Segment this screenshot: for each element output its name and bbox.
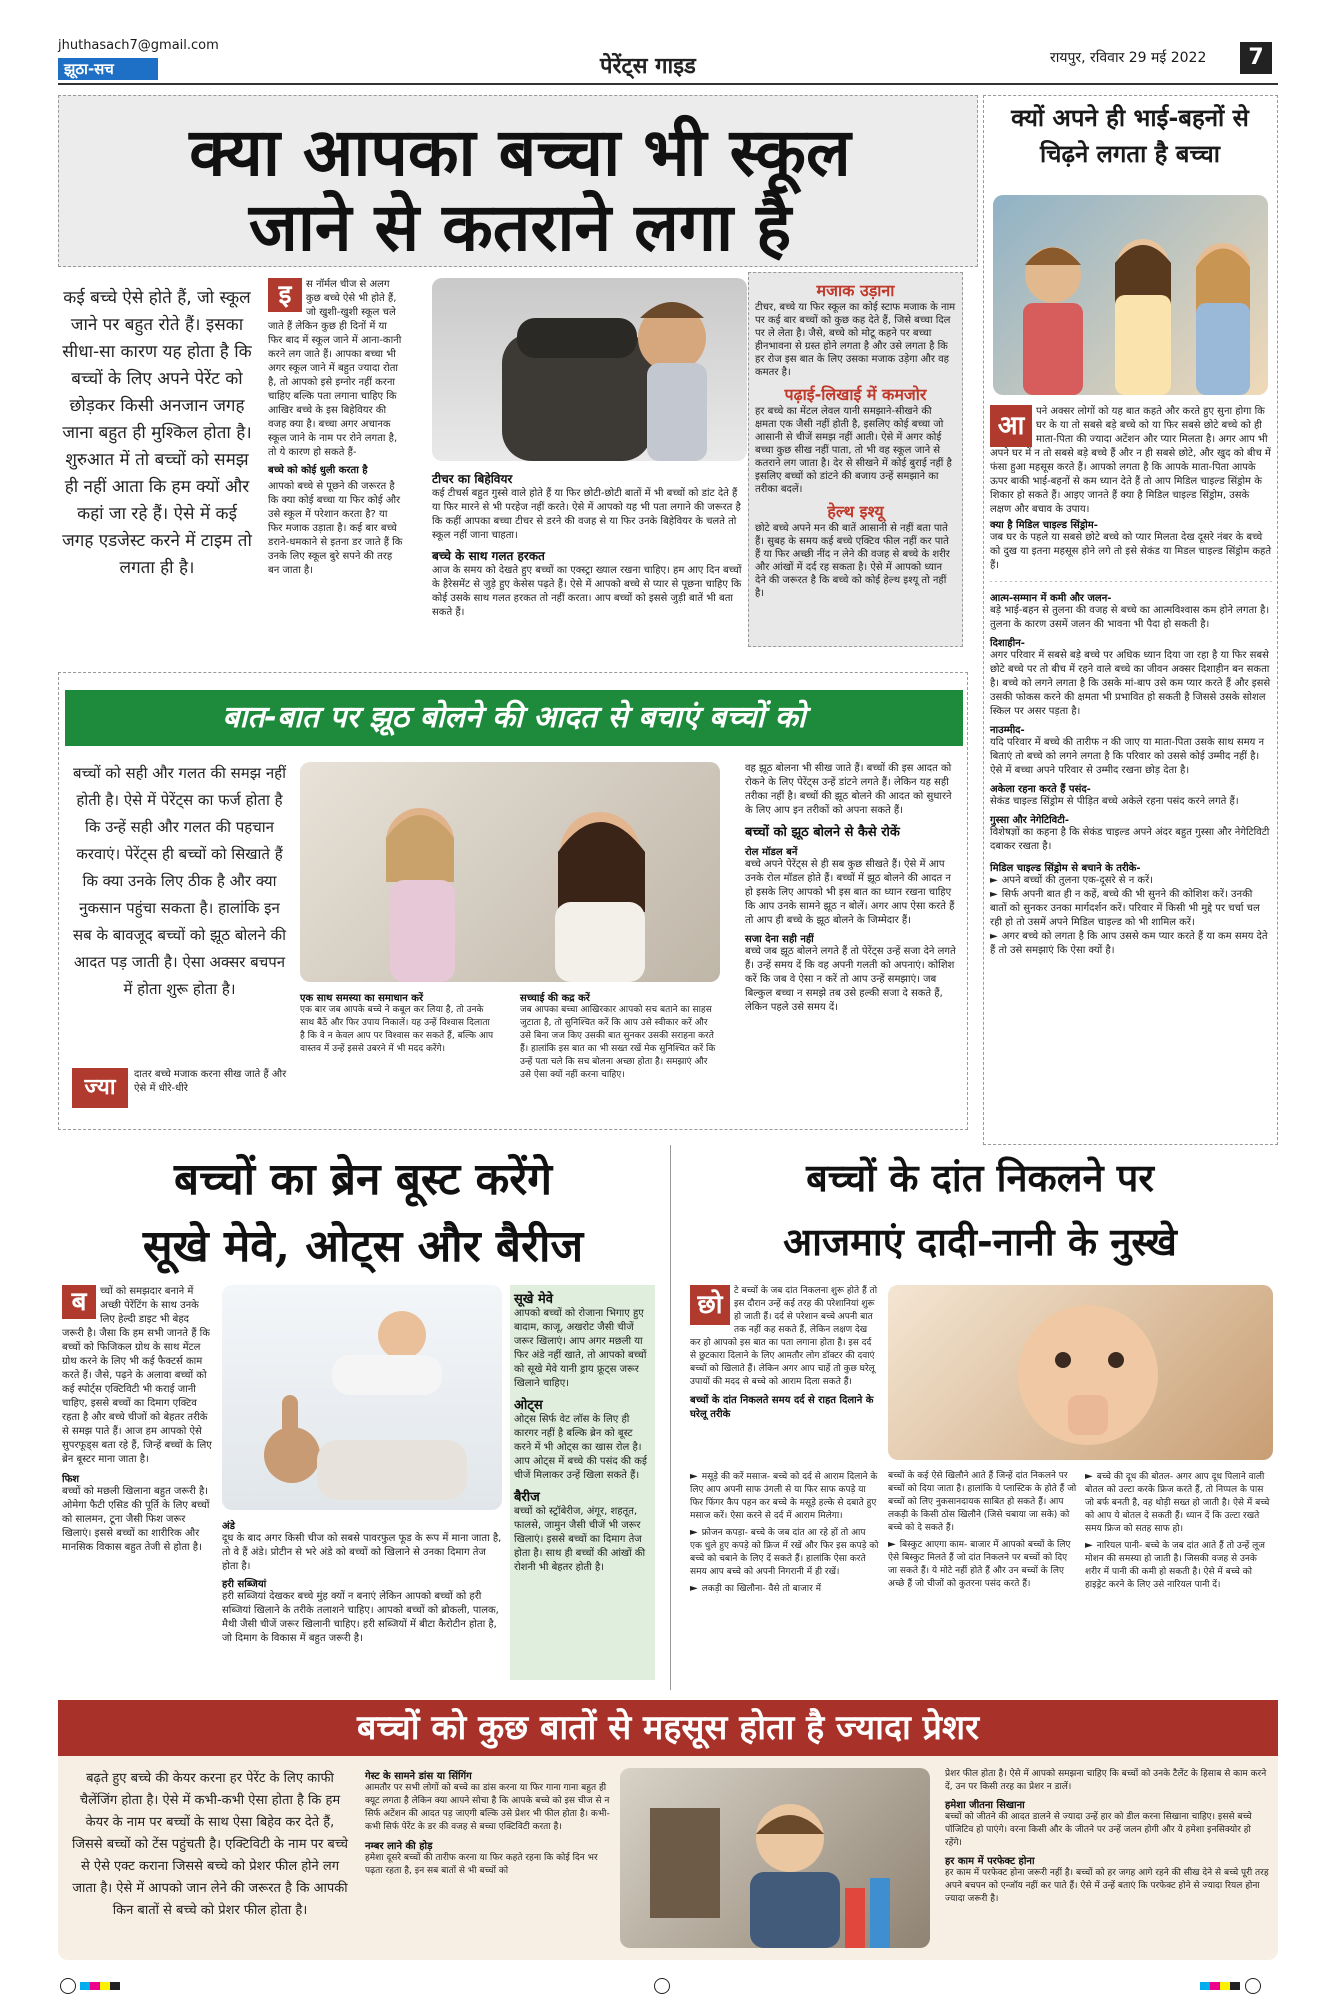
mother-child-photo — [300, 762, 720, 982]
story2-body — [990, 405, 1272, 958]
col3-heading: बच्चों को झूठ बोलने से कैसे रोकें — [745, 825, 900, 840]
story2-h6: गुस्सा और नेगेटिविटी- — [990, 815, 1069, 826]
story2-p6: सेकंड चाइल्ड सिंड्रोम से पीड़ित बच्चे अकेले रहना पसंद करने लगते हैं। — [990, 796, 1239, 807]
header-rule — [58, 83, 1278, 85]
story4-sidebar — [510, 1285, 655, 1680]
role-model-heading: रोल मॉडल बनें — [745, 847, 798, 858]
story2-dropcap: आ — [990, 405, 1032, 447]
weak-text: हर बच्चे का मेंटल लेवल यानी समझाने-सीखने की क्षमता एक जैसी नहीं होती है, इसलिए कोई बच्चा जो आसानी से चीजें समझ नहीं आती। ऐसे में अगर कोई बच्चा कुछ सीख नहीं पाता, तो भी वह स्कूल जाने से कतराने लग जाता है। देर से सीखने में कोई बुराई नहीं है इसलिए बच्चों को डांटने की बजाय उन्हें समझाने का तरीका बदलें। — [755, 406, 952, 495]
color-bar-icon — [1200, 1982, 1240, 1990]
tip-item: ► मसूड़े की करें मसाज- बच्चे को दर्द से आराम दिलाने के लिए आप अपनी साफ उंगली से या फिर साफ कपड़े या फिर फिंगर कैप पहन कर बच्चे के मसूड़े हल्के से दबाते हुए मसाज करें। ऐसा करने से दर्द में आराम मिलेगा। — [690, 1470, 880, 1523]
story5-c1 — [690, 1470, 880, 1596]
story6-h4: हर काम में परफेक्ट होना — [945, 1856, 1035, 1867]
stressed-boy-photo — [620, 1768, 930, 1948]
story2-p5: यदि परिवार में बच्चे की तारीफ न की जाए या माता-पिता उसके साथ समय न बिताएं तो बच्चे को लगने लगता है कि परिवार को उससे कोई उम्मीद नहीं है। ऐसे में बच्चा अपने परिवार से उम्मीद रखना छोड़ देता है। — [990, 737, 1265, 776]
fish-heading: फिश — [62, 1474, 80, 1485]
punish-text: बच्चे जब झूठ बोलने लगते हैं तो पेरेंट्स उन्हें सजा देने लगते हैं। उन्हें समय दें कि वह अपनी गलती को अपनाएं। कोशिश करें कि जब वे ऐसा न करें तो आप उन्हें समझाएं। जब बिल्कुल बच्चा न समझे तब उसे हल्की सजा दे सकते हैं, लेकिन पहले उसे समय दें। — [745, 946, 956, 1013]
dryfruit-heading: सूखे मेवे — [514, 1292, 553, 1307]
story1-sidebar-box — [748, 272, 963, 647]
wrong-text: आज के समय को देखते हुए बच्चों का एक्स्ट्रा ख्याल रखना चाहिए। हम आए दिन बच्चों के हैरेसमेंट से जुड़े हुए केसेस पढ़ते हैं। ऐसे में आपको बच्चे से प्यार से पूछना चाहिए कि कोई उसके साथ गलत हरकत तो नहीं करता। आप बच्चों को इससे जुड़ी बातें भी बता सकते हैं। — [432, 565, 742, 618]
story6-h1: गेस्ट के सामने डांस या सिंगिंग — [365, 1771, 472, 1782]
story6-h3: हमेशा जीतना सिखाना — [945, 1800, 1025, 1811]
vertical-divider — [670, 1145, 671, 1690]
brand-logo: झूठा-सच — [58, 58, 158, 80]
story1-col2-heading: बच्चे को कोई धुली करता है — [268, 465, 368, 476]
col3-text: वह झूठ बोलना भी सीख जाते हैं। बच्चों की इस आदत को रोकने के लिए पेरेंट्स उन्हें डांटने लगते हैं। लेकिन यह सही तरीका नहीं है। बच्चों की झूठ बोलने की आदत को सुधारने के लिए आप इन तरीकों को अपना सकते हैं। — [745, 763, 952, 816]
story5-headline-2: आजमाएं दादी-नानी के नुस्खे — [783, 1220, 1177, 1264]
story2-p1: पने अक्सर लोगों को यह बात कहते और करते हुए सुना होगा कि घर के या तो सबसे बड़े बच्चे को या फिर सबसे छोटे बच्चे को ही माता-पिता की ज्यादा अटेंशन और प्यार मिलता है। अगर आप भी अपने घर में न तो सबसे बड़े बच्चे हैं और न ही सबसे छोटे, और खुद को बीच में फंसा हुआ महसूस करते हैं। आपको लगता है कि आपके माता-पिता आपके ऊपर बाकी भाई-बहनों से कम ध्यान देते हैं तो आप मिडिल चाइल्ड सिंड्रोम के शिकार हो सकते हैं। आइए जानते हैं क्या है मिडिल चाइल्ड सिंड्रोम, उसके लक्षण और बचाव के उपाय। — [990, 406, 1271, 515]
teacher-heading: टीचर का बिहेवियर — [432, 472, 513, 486]
story6-col4 — [945, 1768, 1270, 1906]
story3-box2 — [520, 990, 720, 1082]
story2-p7: विशेषज्ञों का कहना है कि सेकंड चाइल्ड अपने अंदर बहुत गुस्सा और नेगेटिविटी दबाकर रखता है। — [990, 827, 1270, 852]
story3-col3 — [745, 762, 960, 1015]
dryfruit-text: आपको बच्चों को रोजाना भिगाए हुए बादाम, काजू, अखरोट जैसी चीजें जरूर खिलाएं। आप अगर मछली या फिर अंडे नहीं खाते, तो आपको बच्चों को सूखे मेवे यानी ड्राय फ्रूट्स जरूर खिलाने चाहिए। — [514, 1308, 647, 1389]
siblings-illustration — [993, 195, 1268, 395]
mock-heading: मजाक उड़ाना — [816, 281, 895, 300]
story1-teacher — [432, 470, 747, 620]
story6-p5: हर काम में परफेक्ट होना जरूरी नहीं है। बच्चों को हर जगह आगे रहने की सीख देने से बच्चे पूरी तरह अपने बचपन को एन्जॉय नहीं कर पाते हैं। ऐसे में उन्हें बताएं कि परफेक्ट होने से ज्यादा रियल होना ज्यादा जरूरी है। — [945, 1868, 1269, 1904]
siblings-photo — [993, 195, 1268, 395]
story5-headline-1: बच्चों के दांत निकलने पर — [806, 1156, 1154, 1200]
story3-banner: बात-बात पर झूठ बोलने की आदत से बचाएं बच्चों को — [65, 690, 963, 746]
story5-h1: बच्चों के दांत निकलते समय दर्द से राहत दिलाने के घरेलू तरीके — [690, 1395, 874, 1420]
wrong-heading: बच्चे के साथ गलत हरकत — [432, 549, 545, 563]
veg-heading: हरी सब्जियां — [222, 1579, 267, 1590]
tip-item: ► बच्चे की दूध की बोतल- अगर आप दूध पिलाने वाली बोतल को उल्टा करके फ्रिज करते हैं, तो निप्पल के पास जो बर्फ बनती है, वह थोड़ी सख्त हो जाती है। ऐसे में बच्चे को आप ये बोतल दे सकती हैं। ध्यान दें कि उल्टा रखते समय फ्रिज को सतह साफ हो। — [1085, 1470, 1275, 1536]
story2-h3: दिशाहीन- — [990, 638, 1025, 649]
story4-p1: च्चों को समझदार बनाने में अच्छी पेरेंटिंग के साथ उनके लिए हेल्दी डाइट भी बेहद जरूरी है। जैसा कि हम सभी जानते हैं कि बच्चों को फिजिकल ग्रोथ के साथ मेंटल ग्रोथ करने के लिए भी कई फैक्टर्स काम करते हैं। जैसे, पढ़ने के अलावा बच्चों को कई स्पोर्ट्स एक्टिविटी भी कराई जानी चाहिए, इससे बच्चों का दिमाग एक्टिव रहता है और बच्चे चीजों को बेहतर तरीके से समझ पाते हैं। आज हम आपको ऐसे सुपरफूड्स बता रहे हैं, जिन्हें बच्चों के लिए ब्रेन बूस्टर माना जाता है। — [62, 1286, 212, 1465]
story2-h1: क्या है मिडिल चाइल्ड सिंड्रोम- — [990, 520, 1098, 531]
oats-heading: ओट्स — [514, 1398, 543, 1413]
story1-headline-1: क्या आपका बच्चा भी स्कूल — [189, 113, 851, 191]
egg-text: दूध के बाद अगर किसी चीज को सबसे पावरफुल फूड के रूप में माना जाता है, तो वे हैं अंडे। प्रोटीन से भरे अंडे को बच्चों को खिलाने से उनका दिमाग तेज होता है। — [222, 1533, 502, 1572]
story6-p1: आमतौर पर सभी लोगों को बच्चे का डांस करना या फिर गाना गाना बहुत ही क्यूट लगता है लेकिन क्या आपने सोचा है कि आपके बच्चे को इस चीज से न सिर्फ अटेंशन की आदत पड़ जाएगी बल्कि उसे प्रेशर भी फील होता है। कभी-कभी सिर्फ पेरेंट के डर की वजह से बच्चा एक्टिविटी करता है। — [365, 1783, 610, 1832]
story6-p4: बच्चों को जीतने की आदत डालने से ज्यादा उन्हें हार को डील करना सिखाना चाहिए। इससे बच्चे पॉजिटिव हो पाएंगे। वरना किसी और के जीतने पर उन्हें जलन होगी और ये हमेशा इनसिक्योर हो रहेंगे। — [945, 1812, 1252, 1848]
story5-col1 — [690, 1285, 878, 1420]
berry-text: बच्चों को स्ट्रॉबेरीज, अंगूर, शहतूत, फालसे, जामुन जैसी चीजें भी जरूर खिलाएं। इससे बच्चों का दिमाग तेज होता है। साथ ही बच्चों की आंखों की रोशनी भी बेहतर होती है। — [514, 1506, 646, 1573]
story3-dropcap: ज्या — [72, 1068, 128, 1108]
story4-headline-1: बच्चों का ब्रेन बूस्ट करेंगे — [173, 1154, 553, 1205]
story6-banner: बच्चों को कुछ बातों से महसूस होता है ज्यादा प्रेशर — [58, 1700, 1278, 1756]
fish-text: बच्चों को मछली खिलाना बहुत जरूरी है। ओमेगा फैटी एसिड की पूर्ति के लिए बच्चों को सालमन, टूना जैसी फिश जरूर खिलाएं। इससे बच्चों का शारीरिक और मानसिक विकास बहुत तेजी से होता है। — [62, 1486, 210, 1553]
registration-mark-icon — [1245, 1978, 1261, 1994]
tip-item: ► नारियल पानी- बच्चे के जब दांत आते हैं तो उन्हें लूज मोशन की समस्या हो जाती है। जिसकी वजह से उनके शरीर में पानी की कमी हो सकती है। ऐसे में बच्चे को हाइड्रेट करने के लिए उसे नारियल पानी दें। — [1085, 1539, 1275, 1592]
story2-h4: नाउम्मीद- — [990, 725, 1025, 736]
role-model-text: बच्चे अपने पेरेंट्स से ही सब कुछ सीखते हैं। ऐसे में आप उनके रोल मॉडल होते हैं। बच्चों में झूठ बोलने की आदत न हो इसके लिए आपको भी इस बात का ध्यान रखना चाहिए कि आप उनके सामने झूठ न बोलें। अगर आप ऐसा करते हैं तो आप ही बच्चे के झूठ बोलने के जिम्मेदार हैं। — [745, 859, 955, 926]
story6-col2 — [365, 1768, 610, 1878]
mother-child-illustration — [300, 762, 720, 982]
story1-intro: कई बच्चे ऐसे होते हैं, जो स्कूल जाने पर बहुत रोते हैं। इसका सीधा-सा कारण यह होता है कि बच्चों के लिए अपने पेरेंट को छोड़कर किसी अनजान जगह जाना बहुत ही मुश्किल होता है। शुरुआत में तो बच्चों को समझ ही नहीं आता कि हम क्यों और कहां जा रहे हैं। ऐसे में कई जगह एडजेस्ट करने में टाइम तो लगता ही है। — [62, 288, 252, 578]
oats-text: ओट्स सिर्फ वेट लॉस के लिए ही कारगर नहीं है बल्कि ब्रेन को बूस्ट करने में भी ओट्स का खास रोल है। आप ओट्स में बच्चे की पसंद की कई चीजें मिलाकर उन्हें खिला सकते हैं। — [514, 1414, 647, 1481]
story3-dropcap-row — [72, 1068, 287, 1108]
dropcap: इ — [268, 278, 302, 312]
tip-item: ► बिस्कुट आएगा काम- बाजार में आपको बच्चों के लिए ऐसे बिस्कुट मिलते हैं जो दांत निकलने पर बच्चों को दिए जा सकते हैं। ये मोटे नहीं होते हैं और उन बच्चों के लिए अच्छे हैं जो चीजों को कुतरना पसंद करते हैं। — [888, 1538, 1078, 1591]
color-bar-icon — [80, 1982, 120, 1990]
story1-col2-text: स नॉर्मल चीज से अलग कुछ बच्चे ऐसे भी होते हैं, जो खुशी-खुशी स्कूल चले जाते हैं लेकिन कुछ ही दिनों में या फिर बाद में स्कूल जाने में आना-कानी करने लग जाते हैं। आपका बच्चा भी अगर स्कूल जाने में बहुत ज्यादा रोता है, तो आपको इसे इग्नोर नहीं करना चाहिए बल्कि पता लगाना चाहिए कि आखिर बच्चे के इस बिहेवियर की वजह क्या है। बच्चा अगर अचानक स्कूल जाने के नाम पर रोने लगता है, तो ये कारण हो सकते हैं- — [268, 279, 402, 458]
veg-text: हरी सब्जियां देखकर बच्चे मुंह क्यों न बनाएं लेकिन आपको बच्चों को हरी सब्जियां खिलाने के तरीके तलाशने चाहिए। आपको बच्चों को ब्रोकली, पालक, मैथी जैसी चीजें जरूर खिलानी चाहिए। हरी सब्जियों में बीटा कैरोटीन होता है, जो दिमाग के विकास में बहुत जरूरी है। — [222, 1591, 499, 1644]
story2-bullet: ► सिर्फ अपनी बात ही न कहें, बच्चे की भी सुनने की कोशिश करें। उनकी बातों को सुनकर उनका मार्गदर्शन करें। परिवार में किसी भी मुद्दे पर चर्चा चल रही हो तो उसमें अपने मिडिल चाइल्ड को भी शामिल करें। — [990, 888, 1272, 930]
teacher-text: कई टीचर्स बहुत गुस्से वाले होते हैं या फिर छोटी-छोटी बातों में भी बच्चों को डांट देते हैं या फिर मारने से भी परहेज नहीं करते। ऐसे में आपको यह भी पता लगाने की जरूरत है कि कहीं आपका बच्चा टीचर से डरने की वजह से या फिर उनके बिहेवियर के चलते तो स्कूल नहीं जाना चाहता। — [432, 488, 741, 541]
health-text: छोटे बच्चे अपने मन की बातें आसानी से नहीं बता पाते हैं। सुबह के समय कई बच्चे एक्टिव फील नहीं कर पाते हैं या फिर अच्छी नींद न लेने की वजह से बच्चे के शरीर और आंखों में दर्द रह सकता है। ऐसे में आपको ध्यान देने की जरूरत है कि बच्चे को कोई हेल्थ इश्यू तो नहीं है। — [755, 523, 950, 599]
punish-heading: सजा देना सही नहीं — [745, 934, 814, 945]
story2-p3: बड़े भाई-बहन से तुलना की वजह से बच्चे का आत्मविश्वास कम होने लगता है। तुलना के कारण उसमें जलन की भावना भी पैदा हो सकती है। — [990, 605, 1270, 630]
story1-col2-text-b: आपको बच्चे से पूछने की जरूरत है कि क्या कोई बच्चा या फिर कोई और उसे स्कूल में परेशान करता है? या फिर मजाक उड़ाता है। कई बार बच्चे डराने-धमकाने से इतना डर जाते हैं कि उनके लिए स्कूल बुरे सपने की तरह बन जाता है। — [268, 481, 403, 576]
story4-headline-2: सूखे मेवे, ओट्स और बैरीज — [142, 1221, 584, 1272]
tip-item: ► फ्रोजन कपड़ा- बच्चे के जब दांत आ रहे हों तो आप एक धुले हुए कपड़े को फ्रिज में रखें और फिर इस कपड़े को बच्चे को चबाने के लिए दें सकते हैं। हालांकि ऐसा करते समय आप बच्चे को अपनी निगरानी में ही रखें। — [690, 1526, 880, 1579]
story3-box1 — [300, 990, 495, 1056]
section-title: पेरेंट्स गाइड — [600, 54, 696, 79]
story2-h2: आत्म-सम्मान में कमी और जलन- — [990, 593, 1112, 604]
story2-bullet: ► अगर बच्चे को लगता है कि आप उससे कम प्यार करते हैं या कम समय देते हैं तो उसे समझाएं कि ऐसा क्यों है। — [990, 930, 1272, 958]
story5-c3 — [1085, 1470, 1275, 1592]
story4-dropcap: ब — [62, 1285, 96, 1319]
story6-h2: नम्बर लाने की होड़ — [365, 1841, 433, 1852]
box2-text: जब आपका बच्चा आखिरकार आपको सच बताने का साहस जुटाता है, तो सुनिश्चित करें कि आप उसे स्वीकार करें और उसे बिना जज किए उसकी बात सुनकर उसकी सराहना करते हैं। हालांकि इस बात का भी सख्त रखें मेक सुनिश्चित करें कि उन्हें पता चले कि सच बोलना अच्छा होता है। समझाएं और उसे ऐसा क्यों नहीं करना चाहिए। — [520, 1005, 716, 1080]
story2-bullet: ► अपने बच्चों की तुलना एक-दूसरे से न करें। — [990, 874, 1272, 888]
father-child-photo — [222, 1285, 502, 1510]
mock-text: टीचर, बच्चे या फिर स्कूल का कोई स्टाफ मजाक के नाम पर कई बार बच्चों को कुछ कह देते हैं, जिसे बच्चा दिल पर ले लेता है। जैसे, बच्चे को मोटू कहने पर बच्चा हीनभावना से ग्रस्त होने लगता है और उसे लगता है कि हर रोज इस बात के लिए उसका मजाक उड़ेगा और वह कमतर है। — [755, 302, 956, 378]
story3-intro: बच्चों को सही और गलत की समझ नहीं होती है। ऐसे में पेरेंट्स का फर्ज होता है कि उन्हें सही और गलत की पहचान करवाएं। पेरेंट्स ही बच्चों को सिखाते हैं कि क्या उनके लिए ठीक है और क्या नुकसान पहुंचा सकता है। हालांकि इन सब के बावजूद बच्चों को झूठ बोलने की आदत पड़ जाती है। ऐसा अक्सर बचपन में होता शुरू होता है। — [72, 764, 287, 998]
story4-col3 — [222, 1518, 502, 1646]
story6-intro: बढ़ते हुए बच्चे की केयर करना हर पेरेंट के लिए काफी चैलेंजिंग होता है। ऐसे में कभी-कभी ऐसा होता है कि हम केयर के नाम पर बच्चों के साथ ऐसा बिहेव कर देते हैं, जिससे बच्चों को टेंस पहुंचती है। एक्टिविटी के नाम पर बच्चे से ऐसे एक्ट कराना जिससे बच्चे को प्रेशर फील होने लग जाता है। ऐसे में आपको जान लेने की जरूरत है कि आपकी किन बातों से बच्चे को प्रेशर फील होता है। — [71, 1771, 349, 1918]
crying-boy-illustration — [432, 278, 747, 461]
story2-headline: क्यों अपने ही भाई-बहनों से चिढ़ने लगता है बच्चा — [1011, 104, 1249, 168]
story3-drop-text: दातर बच्चे मजाक करना सीख जाते हैं और ऐसे में धीरे-धीरे — [134, 1069, 287, 1094]
egg-heading: अंडे — [222, 1521, 235, 1532]
teething-baby-photo — [888, 1285, 1273, 1460]
father-child-illustration — [222, 1285, 502, 1510]
tip-cont: बच्चों के कई ऐसे खिलौने आते हैं जिन्हें दांत निकलने पर बच्चों को दिया जाता है। हालांकि ये प्लास्टिक के होते हैं जो बच्चों को लिए नुकसानदायक साबित हो सकते हैं। आप लकड़ी के किसी ठोस खिलौने (जिसे चबाया जा सके) को बच्चे को दे सकते हैं। — [888, 1471, 1077, 1533]
story5-p1: टे बच्चों के जब दांत निकलना शुरू होते हैं तो इस दौरान उन्हें कई तरह की परेशानियां शुरू हो जाती हैं। दर्द से परेशान बच्चे अपनी बात तक नहीं कह सकते हैं, लेकिन लक्षण देख कर हो आपको इस बात का पता लगाना होता है। इस दर्द से छुटकारा दिलाने के लिए आमतौर लोग डॉक्टर की दवाएं बच्चों को खिलाते हैं। लेकिन अगर आप चाहें तो कुछ घरेलू उपायों की मदद से बच्चे को आराम दिला सकते हैं। — [690, 1286, 878, 1387]
tip-item: ► लकड़ी का खिलौना- वैसे तो बाजार में — [690, 1582, 880, 1596]
header-email: jhuthasach7@gmail.com — [58, 38, 219, 53]
box1-heading: एक साथ समस्या का समाधान करें — [300, 993, 424, 1004]
story4-col1 — [62, 1285, 212, 1555]
story6-p2: हमेशा दूसरे बच्चों की तारीफ करना या फिर कहते रहना कि कोई दिन भर पढ़ता रहता है, इन सब बातों से भी बच्चों को — [365, 1853, 598, 1876]
story2-h7: मिडिल चाइल्ड सिंड्रोम से बचाने के तरीके- — [990, 863, 1141, 874]
story2-p2: जब घर के पहले या सबसे छोटे बच्चे को प्यार मिलता देख दूसरे नंबर के बच्चे को दुख या इतना महसूस होने लगे तो इसे सेकंड या मिडल चाइल्ड सिंड्रोम कहते हैं। — [990, 532, 1272, 571]
berry-heading: बैरीज — [514, 1490, 540, 1505]
story5-c2 — [888, 1470, 1078, 1591]
page-number: 7 — [1240, 42, 1272, 74]
story2-h5: अकेला रहना करते हैं पसंद- — [990, 784, 1091, 795]
story1-col2 — [268, 278, 403, 578]
story6-p3: प्रेशर फील होता है। ऐसे में आपको समझना चाहिए कि बच्चों को उनके टैलेंट के हिसाब से काम करने दें, उन पर किसी तरह का प्रेशर न डालें। — [945, 1769, 1267, 1792]
box1-text: एक बार जब आपके बच्चे ने कबूल कर लिया है, तो उनके साथ बैठें और फिर उपाय निकालें। यह उन्हें विश्वास दिलाता है कि वे न केवल आप पर विश्वास कर सकते हैं, बल्कि आप वास्तव में उन्हें इससे उबरने में भी मदद करेंगे। — [300, 1005, 494, 1054]
stressed-boy-illustration — [620, 1768, 930, 1948]
story5-dropcap: छो — [690, 1285, 730, 1325]
registration-mark-icon — [60, 1978, 76, 1994]
health-heading: हेल्थ इश्यू — [827, 502, 884, 521]
registration-mark-icon — [654, 1978, 670, 1994]
issue-date: रायपुर, रविवार 29 मई 2022 — [1050, 50, 1207, 66]
weak-heading: पढ़ाई-लिखाई में कमजोर — [784, 385, 927, 404]
story1-headline-2: जाने से कतराने लगा है — [248, 188, 792, 266]
divider — [990, 581, 1272, 582]
box2-heading: सच्चाई की कद्र करें — [520, 993, 590, 1004]
crying-boy-photo — [432, 278, 747, 461]
story2-p4: अगर परिवार में सबसे बड़े बच्चे पर अधिक ध्यान दिया जा रहा है या फिर सबसे छोटे बच्चे पर तो बीच में रहने वाले बच्चे का जीवन अक्सर दिशाहीन बन सकता है। बच्चे को लगने लगता है कि उसके मां-बाप उसे कम प्यार करते हैं और इससे उसकी फोकस करने की क्षमता भी प्रभावित हो सकती है जिससे उसके सोशल स्किल पर असर पड़ता है। — [990, 650, 1271, 717]
teething-baby-illustration — [888, 1285, 1273, 1460]
